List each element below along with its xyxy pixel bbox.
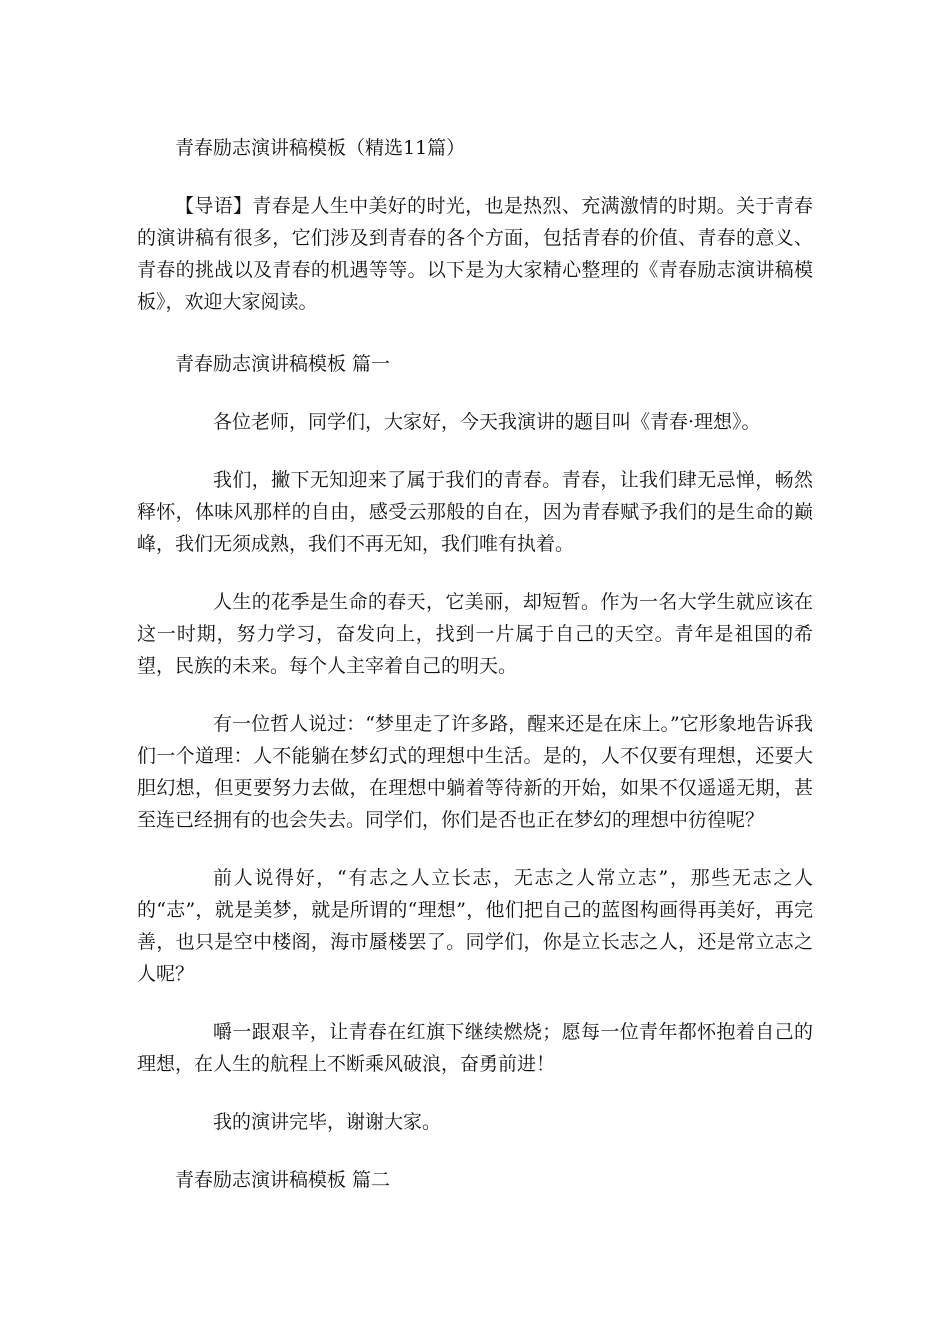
section1-paragraph: 各位老师，同学们，大家好，今天我演讲的题目叫《青春·理想》。 (213, 411, 761, 433)
intro-paragraph: 【导语】青春是人生中美好的时光，也是热烈、充满激情的时期。关于青春的演讲稿有很多，它们涉及到青春的各个方面，包括青春的价值、青春的意义、青春的挑战以及青春的机遇等等。以下是为大家精心整理的《青春励志演讲稿模板》，欢迎大家阅读。 (137, 195, 813, 313)
section1-paragraph: 人生的花季是生命的春天，它美丽，却短暂。作为一名大学生就应该在这一时期，努力学习，奋发向上，找到一片属于自己的天空。青年是祖国的希望，民族的未来。每个人主宰着自己的明天。 (137, 591, 813, 677)
section-heading-2: 青春励志演讲稿模板 篇二 (175, 1169, 391, 1191)
section1-paragraph: 有一位哲人说过：“梦里走了许多路，醒来还是在床上。”它形象地告诉我们一个道理：人不能躺在梦幻式的理想中生活。是的，人不仅要有理想，还要大胆幻想，但更要努力去做，在理想中躺着等待新的开始，如果不仅遥遥无期，甚至连已经拥有的也会失去。同学们，你们是否也正在梦幻的理想中彷徨呢？ (137, 713, 813, 831)
section1-paragraph: 我们，撇下无知迎来了属于我们的青春。青春，让我们肆无忌惮，畅然释怀，体味风那样的自由，感受云那般的自在，因为青春赋予我们的是生命的巅峰，我们无须成熟，我们不再无知，我们唯有执着。 (137, 469, 813, 555)
document-content (137, 132, 813, 1196)
section1-paragraph: 嚼一跟艰辛，让青春在红旗下继续燃烧；愿每一位青年都怀抱着自己的理想，在人生的航程上不断乘风破浪，奋勇前进！ (137, 1021, 813, 1075)
document-title: 青春励志演讲稿模板（精选11篇） (175, 137, 466, 159)
section1-paragraph: 我的演讲完毕，谢谢大家。 (213, 1111, 442, 1133)
section-heading-1: 青春励志演讲稿模板 篇一 (175, 353, 391, 375)
section1-paragraph: 前人说得好，“有志之人立长志，无志之人常立志”，那些无志之人的“志”，就是美梦，就是所谓的“理想”，他们把自己的蓝图构画得再美好，再完善，也只是空中楼阁，海市蜃楼罢了。同学们，你是立长志之人，还是常立志之人呢？ (137, 867, 813, 985)
